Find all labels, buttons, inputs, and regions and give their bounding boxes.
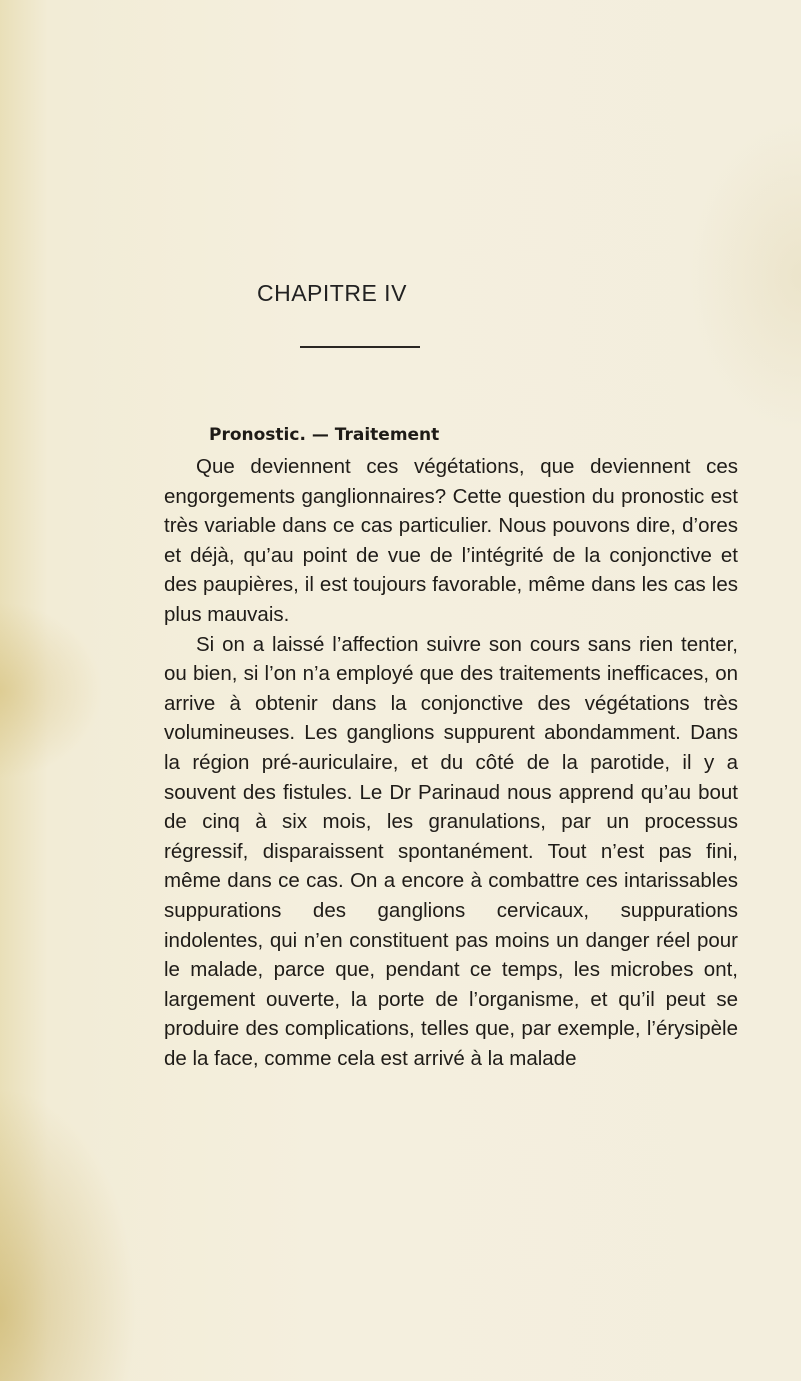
- title-divider: [300, 346, 420, 348]
- chapter-title: CHAPITRE IV: [257, 280, 407, 306]
- paragraph-evolution: Si on a laissé l’affection suivre son cours sans rien tenter, ou bien, si l’on n’a employé que des traitements inefficaces, on arrive à obtenir dans la conjonctive des végétations très volumineuses. Les ganglions suppurent abondamment. Dans la région pré-auriculaire, et du côté de la parotide, il y a souvent des fistules. Le Dr Parinaud nous apprend qu’au bout de cinq à six mois, les granulations, par un processus régressif, disparaissent spontanément. Tout n’est pas fini, même dans ce cas. On a encore à combattre ces intarissables suppurations des ganglions cervicaux, suppurations indolentes, qui n’en constituent pas moins un danger réel pour le malade, parce que, pendant ce temps, les microbes ont, largement ouverte, la porte de l’organisme, et qu’il peut se produire des complications, telles que, par exemple, l’érysipèle de la face, comme cela est arrivé à la malade: [164, 632, 738, 1070]
- section-title: Pronostic. — Traitement: [209, 425, 440, 445]
- body-text: [164, 452, 738, 1073]
- paragraph-pronostic: Que deviennent ces végétations, que deviennent ces engorgements ganglionnaires? Cette question du pronostic est très variable dans ce cas particulier. Nous pouvons dire, d’ores et déjà, qu’au point de vue de l’intégrité de la conjonctive et des paupières, il est toujours favorable, même dans les cas les plus mauvais.: [164, 455, 738, 626]
